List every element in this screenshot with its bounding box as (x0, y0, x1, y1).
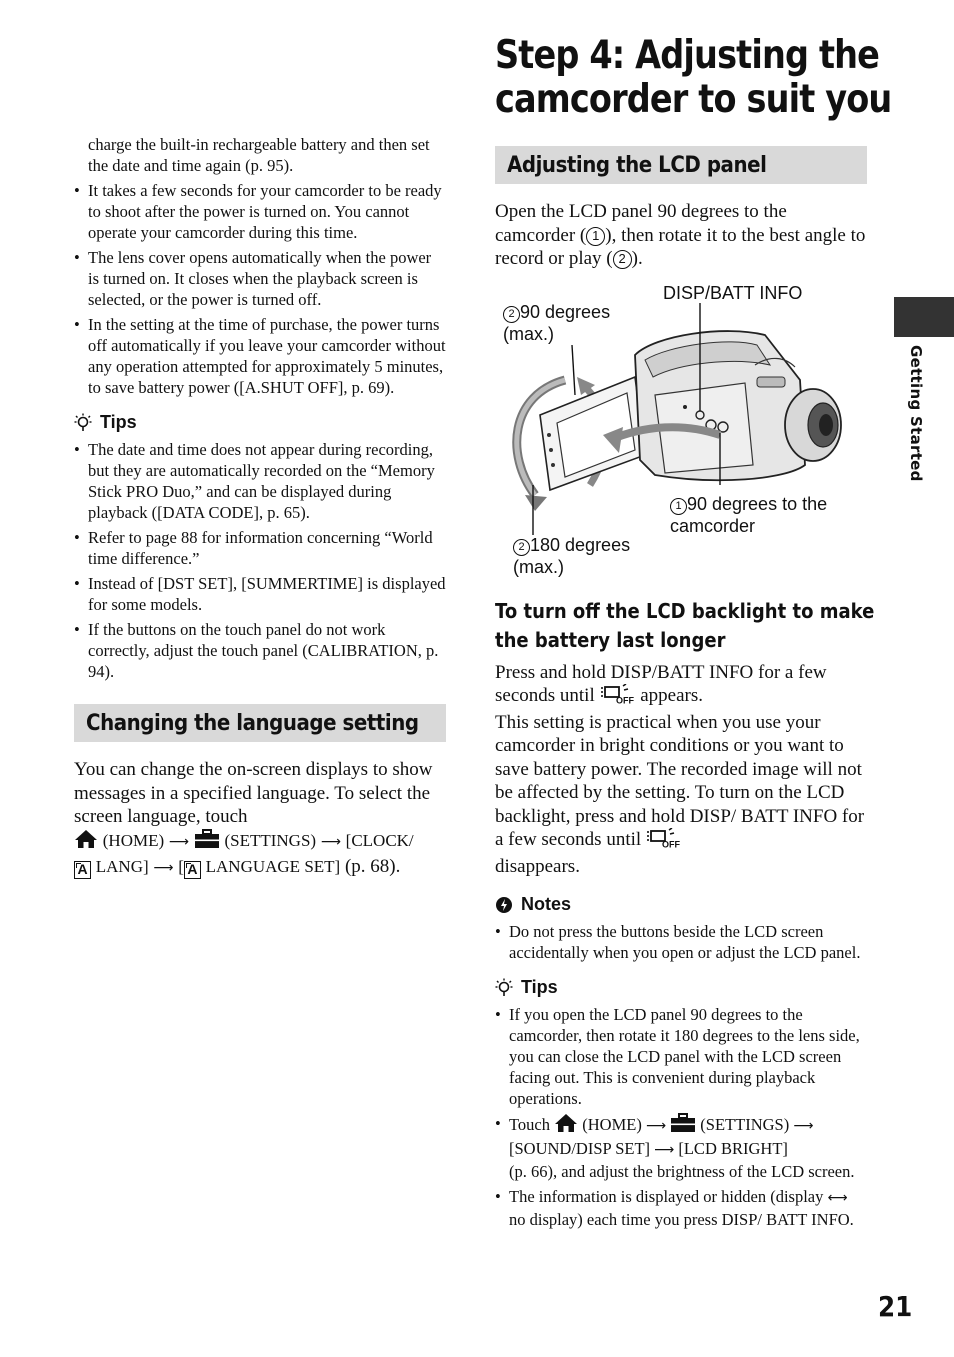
backlight-heading (495, 597, 875, 655)
arrow-right-icon: ⟶ (168, 833, 189, 850)
language-body (74, 758, 446, 881)
number-badge: 2 (503, 306, 520, 323)
camcorder-illustration (495, 282, 867, 585)
toolbox-icon (194, 829, 220, 856)
language-icon: A (184, 861, 201, 879)
bracket: [ (178, 857, 184, 876)
subhead-line: To turn off the LCD backlight to make (495, 598, 875, 623)
ninety-degrees-camcorder-label (670, 493, 827, 537)
arrow-right-icon: ⟶ (320, 833, 341, 850)
page-title (495, 33, 892, 130)
list-item: • Refer to page 88 for information concerning “World time difference.” (74, 527, 446, 569)
body-text: ). (631, 248, 643, 269)
settings-label: (SETTINGS) (224, 830, 317, 850)
section-title: Changing the language setting (86, 710, 419, 736)
one-eighty-degrees-label (513, 534, 630, 578)
body-text: appears. (640, 685, 704, 706)
label-text: 90 degrees (520, 301, 611, 322)
list-text: (p. 66), and adjust the brightness of the LCD screen. (509, 1162, 855, 1181)
notes-list (495, 921, 867, 963)
number-badge: 2 (613, 250, 632, 269)
subhead-line: the battery last longer (495, 627, 726, 652)
chapter-tab-label (903, 345, 927, 485)
arrow-right-icon: ⟶ (793, 1118, 814, 1134)
arrow-right-icon: ⟶ (645, 1118, 667, 1134)
list-text: [LCD BRIGHT] (678, 1139, 788, 1158)
lightbulb-icon (495, 978, 513, 998)
list-text: no display) each time you press DISP/ BATT INFO. (509, 1210, 854, 1229)
label-text: camcorder (670, 515, 756, 536)
number-badge: 2 (513, 539, 530, 556)
clock-label: [CLOCK/ (345, 830, 414, 850)
list-text: Touch (509, 1115, 551, 1134)
right-column (495, 33, 892, 1234)
list-item: • The lens cover opens automatically when the power is turned on. It closes when the playback screen is selected, or the power is turned off. (74, 247, 446, 310)
double-arrow-icon: ⟷ (827, 1190, 848, 1206)
section-title: Adjusting the LCD panel (507, 152, 767, 178)
backlight-body (495, 661, 867, 879)
svg-text:OFF: OFF (615, 695, 634, 704)
list-text: The information is displayed or hidden (display (509, 1187, 824, 1206)
list-text: (HOME) (582, 1115, 642, 1134)
warning-icon (495, 896, 513, 914)
backlight-off-icon (600, 684, 636, 711)
continued-text: charge the built-in rechargeable battery and then set the date and time again (p. 95). (88, 135, 430, 175)
disp-batt-info-label: DISP/BATT INFO (663, 282, 803, 303)
lang-label: LANG] (95, 857, 149, 876)
body-text: This setting is practical when you use your camcorder in bright conditions or you want to save battery power. The recorded image will not be affected by the setting. To turn on the LCD backlight, press and hold DISP/ BATT INFO for a few seconds until (495, 711, 865, 850)
title-line: Step 4: Adjusting the (495, 33, 880, 78)
lightbulb-icon (74, 413, 92, 433)
home-icon (74, 829, 98, 856)
language-set-label: LANGUAGE SET] (205, 857, 341, 876)
tips-heading (74, 412, 446, 433)
tips-label: Tips (521, 977, 558, 997)
label-text: (max.) (513, 556, 564, 577)
number-badge: 1 (586, 227, 605, 246)
section-heading-lcd (495, 146, 867, 184)
page-ref: (p. 68). (344, 856, 401, 877)
tips-list (74, 439, 446, 682)
body-text: Open the LCD panel 90 degrees to the camcorder ( (495, 201, 787, 246)
list-item: • If the buttons on the touch panel do not work correctly, adjust the touch panel (CALIBRATION, p. 94). (74, 619, 446, 682)
body-text: ), then rotate it to the best angle to record or play ( (495, 224, 866, 269)
body-text: Press and hold DISP/BATT INFO for a few seconds until (495, 661, 827, 706)
label-text: 90 degrees to the (687, 493, 828, 514)
list-item: • In the setting at the time of purchase, the power turns off automatically if you leave your camcorder without any operation attempted for approximately 5 minutes, to save battery power ([A.SHUT OFF], p. 69). (74, 314, 446, 398)
tips-list (495, 1004, 867, 1230)
list-text: (SETTINGS) (700, 1115, 790, 1134)
language-icon: A (74, 861, 91, 879)
backlight-off-icon (646, 828, 682, 855)
chapter-tab (894, 297, 954, 337)
home-label: (HOME) (102, 830, 165, 850)
list-text: [SOUND/DISP SET] (509, 1139, 651, 1158)
tips-label: Tips (100, 412, 137, 432)
notes-heading (495, 894, 867, 915)
list-item: • If you open the LCD panel 90 degrees to the camcorder, then rotate it 180 degrees to the lens side, you can close the LCD panel with the LCD screen facing out. This is convenient during playback operations. (495, 1004, 867, 1109)
title-line: camcorder to suit you (495, 77, 892, 122)
number-badge: 1 (670, 498, 687, 515)
list-item: • It takes a few seconds for your camcorder to be ready to shoot after the power is turned on. You cannot operate your camcorder during this time. (74, 180, 446, 243)
arrow-right-icon: ⟶ (654, 1142, 675, 1158)
lcd-body (495, 200, 867, 271)
body-text: You can change the on-screen displays to show messages in a specified language. To select the screen language, touch (74, 759, 433, 827)
chapter-tab-text: Getting Started (907, 345, 925, 482)
home-icon (554, 1113, 578, 1138)
list-item (495, 1113, 867, 1182)
body-text: disappears. (495, 855, 580, 877)
bullet-list (74, 180, 446, 398)
list-item: • The date and time does not appear during recording, but they are automatically recorded on the “Memory Stick PRO Duo,” and can be displayed during playback ([DATA CODE], p. 65). (74, 439, 446, 523)
page-number: 21 (878, 1290, 913, 1323)
list-item (495, 1186, 867, 1230)
label-text: 180 degrees (530, 534, 631, 555)
svg-text:OFF: OFF (661, 839, 680, 848)
list-item: • Do not press the buttons beside the LCD screen accidentally when you open or adjust the LCD panel. (495, 921, 867, 963)
arrow-right-icon: ⟶ (153, 860, 174, 876)
toolbox-icon (670, 1113, 696, 1138)
list-item: • Instead of [DST SET], [SUMMERTIME] is displayed for some models. (74, 573, 446, 615)
tips-heading (495, 977, 867, 998)
label-text: (max.) (503, 323, 554, 344)
ninety-degrees-max-label (503, 301, 610, 345)
left-column (74, 134, 446, 881)
section-heading-language (74, 704, 446, 742)
notes-label: Notes (521, 894, 572, 914)
